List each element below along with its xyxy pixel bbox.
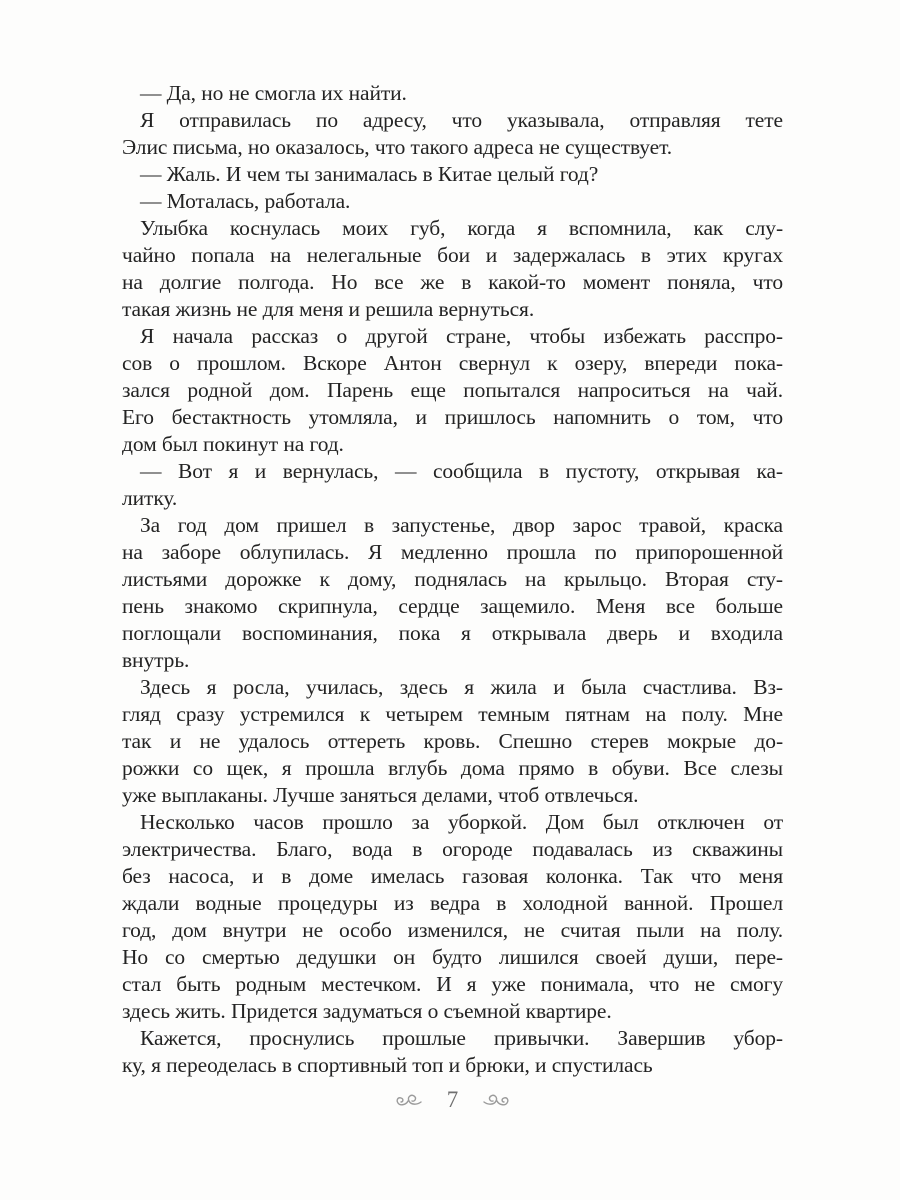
text-line: Элис письма, но оказалось, что такого адреса не существует.	[122, 135, 673, 159]
text-line: Но со смертью дедушки он будто лишился своей души, пере-	[122, 945, 783, 969]
text-line: — Вот я и вернулась, — сообщила в пустоту, открывая ка-	[140, 459, 783, 483]
text-line: гляд сразу устремился к четырем темным пятнам на полу. Мне	[122, 702, 783, 726]
text-line: — Жаль. И чем ты занималась в Китае целый год?	[140, 162, 599, 186]
paragraph	[122, 161, 783, 188]
text-line: пень знакомо скрипнула, сердце защемило. Меня все больше	[122, 594, 783, 618]
text-line: сов о прошлом. Вскоре Антон свернул к озеру, впереди пока-	[122, 351, 783, 375]
text-line: Улыбка коснулась моих губ, когда я вспомнила, как слу-	[140, 216, 783, 240]
text-line: Кажется, проснулись прошлые привычки. Завершив убор-	[140, 1026, 783, 1050]
text-line: рожки со щек, я прошла вглубь дома прямо в обуви. Все слезы	[122, 756, 783, 780]
text-line: Здесь я росла, училась, здесь я жила и была счастлива. Вз-	[140, 675, 783, 699]
paragraph	[122, 188, 783, 215]
text-line: зался родной дом. Парень еще попытался напроситься на чай.	[122, 378, 783, 402]
text-line: электричества. Благо, вода в огороде подавалась из скважины	[122, 837, 783, 861]
paragraph	[122, 215, 783, 323]
text-line: на долгие полгода. Но все же в какой-то момент поняла, что	[122, 270, 783, 294]
text-line: ку, я переоделась в спортивный топ и брюки, и спустилась	[122, 1053, 653, 1077]
text-line: — Моталась, работала.	[140, 189, 351, 213]
text-line: — Да, но не смогла их найти.	[140, 81, 407, 105]
text-line: За год дом пришел в запустенье, двор зарос травой, краска	[140, 513, 783, 537]
text-line: год, дом внутри не особо изменился, не считая пыли на полу.	[122, 918, 783, 942]
text-line: без насоса, и в доме имелась газовая колонка. Так что меня	[122, 864, 783, 888]
text-line: уже выплаканы. Лучше заняться делами, чтоб отвлечься.	[122, 783, 639, 807]
text-line: стал быть родным местечком. И я уже понимала, что не смогу	[122, 972, 783, 996]
paragraph	[122, 1025, 783, 1079]
text-line: листьями дорожке к дому, поднялась на крыльцо. Вторая сту-	[122, 567, 783, 591]
paragraph	[122, 107, 783, 161]
paragraph	[122, 458, 783, 512]
text-line: так и не удалось оттереть кровь. Спешно стерев мокрые до-	[122, 729, 783, 753]
text-line: такая жизнь не для меня и решила вернуться.	[122, 297, 535, 321]
paragraph	[122, 512, 783, 674]
body-text	[122, 80, 783, 1079]
text-line: на заборе облупилась. Я медленно прошла по припорошенной	[122, 540, 783, 564]
text-line: чайно попала на нелегальные бои и задержалась в этих кругах	[122, 243, 783, 267]
floral-swirl-left-icon	[395, 1093, 423, 1107]
text-line: внутрь.	[122, 648, 190, 672]
text-line: Я отправилась по адресу, что указывала, отправляя тете	[140, 108, 783, 132]
text-line: Несколько часов прошло за уборкой. Дом был отключен от	[140, 810, 783, 834]
text-line: Я начала рассказ о другой стране, чтобы избежать расспро-	[140, 324, 783, 348]
page-number: 7	[446, 1087, 459, 1112]
text-line: поглощали воспоминания, пока я открывала дверь и входила	[122, 621, 783, 645]
paragraph	[122, 674, 783, 809]
paragraph	[122, 323, 783, 458]
text-line: ждали водные процедуры из ведра в холодной ванной. Прошел	[122, 891, 783, 915]
paragraph	[122, 80, 783, 107]
floral-swirl-right-icon	[482, 1093, 510, 1107]
text-line: здесь жить. Придется задуматься о съемной квартире.	[122, 999, 612, 1023]
text-line: Его бестактность утомляла, и пришлось напомнить о том, что	[122, 405, 783, 429]
paragraph	[122, 809, 783, 1025]
page-footer	[122, 1088, 783, 1111]
text-line: литку.	[122, 486, 178, 510]
text-line: дом был покинут на год.	[122, 432, 344, 456]
